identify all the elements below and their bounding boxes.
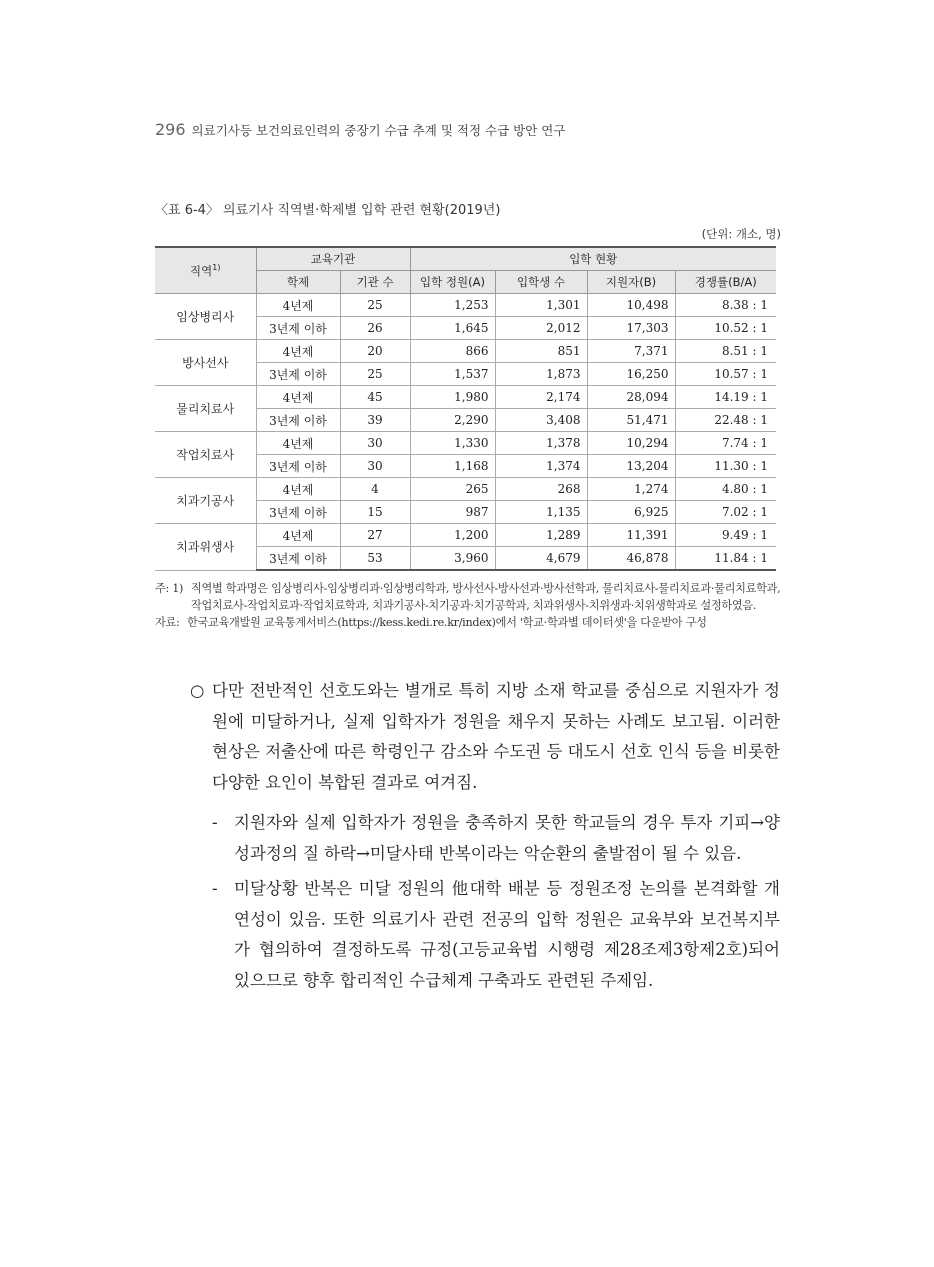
cell-applicants: 17,303 (587, 317, 675, 340)
cell-quota: 1,253 (410, 294, 495, 317)
dash-item-1-text: 지원자와 실제 입학자가 정원을 충족하지 못한 학교들의 경우 투자 기피→양성과정의 질 하락→미달사태 반복이라는 악순환의 출발점이 될 수 있음. (234, 813, 780, 863)
admission-table (155, 246, 776, 571)
cell-ratio: 11.84 : 1 (675, 547, 776, 571)
admission-header: 입학 현황 (410, 247, 776, 271)
cell-quota: 3,960 (410, 547, 495, 571)
cell-entrants: 1,374 (495, 455, 587, 478)
cell-applicants: 10,498 (587, 294, 675, 317)
cell-count: 53 (340, 547, 410, 571)
footnote-label: 주: 1) (155, 582, 184, 595)
bullet-text: 다만 전반적인 선호도와는 별개로 특히 지방 소재 학교를 중심으로 지원자가 정원에 미달하거나, 실제 입학자가 정원을 채우지 못하는 사례도 보고됨. 이러한 현상은 저출산에 따른 학령인구 감소와 수도권 등 대도시 선호 인식 등을 비롯한 다양한 요인이 복합된 결과로 여겨짐. (212, 681, 780, 792)
institution-header: 교육기관 (256, 247, 410, 271)
cell-ratio: 7.02 : 1 (675, 501, 776, 524)
col-entrants: 입학생 수 (495, 271, 587, 294)
cell-quota: 265 (410, 478, 495, 501)
cell-count: 27 (340, 524, 410, 547)
cell-count: 39 (340, 409, 410, 432)
cell-applicants: 11,391 (587, 524, 675, 547)
cell-system: 4년제 (256, 340, 340, 363)
table-row (155, 386, 776, 409)
cell-entrants: 1,378 (495, 432, 587, 455)
cell-ratio: 14.19 : 1 (675, 386, 776, 409)
col-count: 기관 수 (340, 271, 410, 294)
col-applicants: 지원자(B) (587, 271, 675, 294)
table-body (155, 294, 776, 571)
dash-bullet-icon: - (212, 813, 218, 832)
cell-count: 25 (340, 363, 410, 386)
table-notes (155, 580, 787, 631)
col-system: 학제 (256, 271, 340, 294)
page-number: 296 (155, 120, 186, 139)
cell-count: 15 (340, 501, 410, 524)
cell-ratio: 22.48 : 1 (675, 409, 776, 432)
source-note (155, 614, 787, 631)
cell-count: 45 (340, 386, 410, 409)
cell-system: 4년제 (256, 478, 340, 501)
cell-system: 3년제 이하 (256, 501, 340, 524)
running-title: 의료기사등 보건의료인력의 중장기 수급 추계 및 적정 수급 방안 연구 (191, 123, 566, 138)
cell-entrants: 1,873 (495, 363, 587, 386)
cell-count: 30 (340, 432, 410, 455)
cell-ratio: 8.38 : 1 (675, 294, 776, 317)
circle-bullet-icon: ○ (190, 681, 205, 700)
cell-ratio: 4.80 : 1 (675, 478, 776, 501)
col-ratio: 경쟁률(B/A) (675, 271, 776, 294)
cell-applicants: 51,471 (587, 409, 675, 432)
cell-system: 3년제 이하 (256, 455, 340, 478)
body-text (190, 676, 780, 996)
footnote (155, 580, 787, 614)
table-row (155, 432, 776, 455)
cell-entrants: 4,679 (495, 547, 587, 571)
cell-quota: 987 (410, 501, 495, 524)
dash-item-2-text: 미달상황 반복은 미달 정원의 他대학 배분 등 정원조정 논의를 본격화할 개연성이 있음. 또한 의료기사 관련 전공의 입학 정원은 교육부와 보건복지부가 협의하여 결정하도록 규정(고등교육법 시행령 제28조제3항제2호)되어 있으므로 향후 합리적인 수급체계 구축과도 관련된 주제임. (234, 879, 780, 990)
cell-region: 치과위생사 (155, 524, 256, 571)
cell-quota: 1,168 (410, 455, 495, 478)
source-label: 자료: (155, 616, 180, 629)
cell-quota: 1,980 (410, 386, 495, 409)
table-row (155, 294, 776, 317)
cell-region: 방사선사 (155, 340, 256, 386)
cell-applicants: 28,094 (587, 386, 675, 409)
cell-region: 치과기공사 (155, 478, 256, 524)
cell-entrants: 1,301 (495, 294, 587, 317)
cell-system: 3년제 이하 (256, 363, 340, 386)
cell-applicants: 7,371 (587, 340, 675, 363)
cell-entrants: 2,012 (495, 317, 587, 340)
cell-quota: 866 (410, 340, 495, 363)
cell-ratio: 9.49 : 1 (675, 524, 776, 547)
cell-system: 3년제 이하 (256, 317, 340, 340)
running-header (155, 120, 565, 139)
region-header: 직역$^{1)}$ (155, 247, 256, 294)
cell-region: 작업치료사 (155, 432, 256, 478)
col-quota: 입학 정원(A) (410, 271, 495, 294)
source-text: 한국교육개발원 교육통계서비스(https://kess.kedi.re.kr/index)에서 '학교·학과별 데이터셋'을 다운받아 구성 (187, 616, 707, 629)
cell-system: 4년제 (256, 386, 340, 409)
cell-quota: 1,645 (410, 317, 495, 340)
cell-ratio: 10.52 : 1 (675, 317, 776, 340)
cell-ratio: 10.57 : 1 (675, 363, 776, 386)
cell-count: 30 (340, 455, 410, 478)
cell-quota: 1,330 (410, 432, 495, 455)
cell-count: 26 (340, 317, 410, 340)
cell-system: 4년제 (256, 524, 340, 547)
cell-ratio: 11.30 : 1 (675, 455, 776, 478)
cell-count: 25 (340, 294, 410, 317)
cell-quota: 2,290 (410, 409, 495, 432)
cell-system: 3년제 이하 (256, 409, 340, 432)
dash-item-1 (212, 808, 780, 869)
table-row (155, 340, 776, 363)
cell-ratio: 8.51 : 1 (675, 340, 776, 363)
table-row (155, 478, 776, 501)
cell-system: 3년제 이하 (256, 547, 340, 571)
dash-bullet-icon: - (212, 879, 218, 898)
cell-entrants: 1,135 (495, 501, 587, 524)
bullet-paragraph (190, 676, 780, 798)
cell-count: 4 (340, 478, 410, 501)
cell-applicants: 13,204 (587, 455, 675, 478)
cell-applicants: 46,878 (587, 547, 675, 571)
cell-region: 물리치료사 (155, 386, 256, 432)
cell-entrants: 1,289 (495, 524, 587, 547)
cell-applicants: 6,925 (587, 501, 675, 524)
cell-applicants: 1,274 (587, 478, 675, 501)
cell-applicants: 10,294 (587, 432, 675, 455)
dash-item-2 (212, 874, 780, 996)
table-row (155, 524, 776, 547)
cell-quota: 1,200 (410, 524, 495, 547)
cell-quota: 1,537 (410, 363, 495, 386)
table-caption: 〈표 6-4〉 의료기사 직역별·학제별 입학 관련 현황(2019년) (155, 203, 501, 218)
cell-entrants: 3,408 (495, 409, 587, 432)
unit-note: (단위: 개소, 명) (701, 227, 781, 241)
cell-applicants: 16,250 (587, 363, 675, 386)
cell-count: 20 (340, 340, 410, 363)
cell-system: 4년제 (256, 432, 340, 455)
cell-ratio: 7.74 : 1 (675, 432, 776, 455)
cell-entrants: 2,174 (495, 386, 587, 409)
cell-entrants: 851 (495, 340, 587, 363)
cell-entrants: 268 (495, 478, 587, 501)
cell-system: 4년제 (256, 294, 340, 317)
cell-region: 임상병리사 (155, 294, 256, 340)
footnote-text: 직역별 학과명은 임상병리사-임상병리과·임상병리학과, 방사선사-방사선과·방사선학과, 물리치료사-물리치료과·물리치료학과, 작업치료사-작업치료과·작업치료학과, 치과기공사-치기공과·치기공학과, 치과위생사-치위생과·치위생학과로 설정하였음. (191, 582, 781, 612)
